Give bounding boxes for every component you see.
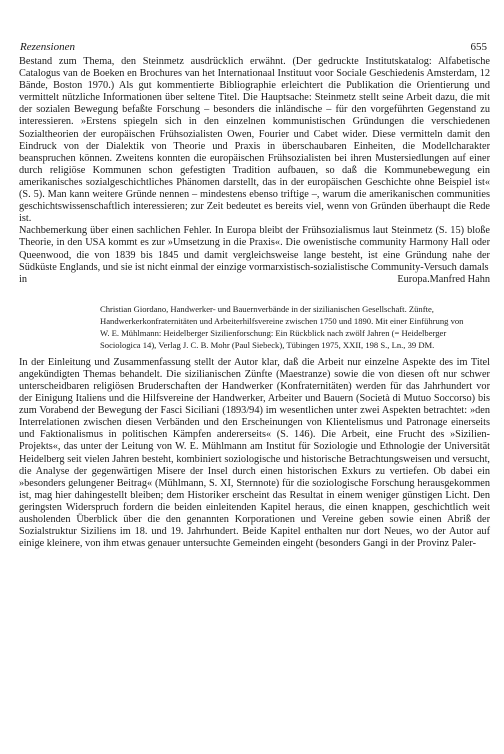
- review-last-line: in Europa.: [19, 273, 430, 285]
- book-citation: Christian Giordano, Handwerker- und Bauernverbände in der sizilianischen Gesellschaft. Zünfte, Handwerkerkonfraternitäten und Arbeiterhilfsvereine zwischen 1750 und 1890. Mit einer Einführung von W. E. Mühlmann: Heidelberger Sizilienforschung: Ein Rückblick nach zwölf Jahren (= Heidelberger Sociologica 14), Verlag J. C. B. Mohr (Paul Siebeck), Tübingen 1975, XXII, 198 S., Ln., 39 DM.: [100, 303, 464, 350]
- page-number: 655: [470, 41, 487, 53]
- review-paragraph: In der Einleitung und Zusammenfassung stellt der Autor klar, daß die Arbeit nur einzelne Aspekte des im Titel angekündigten Themas behandelt. Die sizilianischen Zünfte (Maestranze) sowie die von diesen oft nur schwer unterscheidbaren religiösen Bruderschaften der Handwerker (Konfraternitäten) werden für das Jahrhundert vor der Einigung Italiens und die Hilfsvereine der Handwerker, Arbeiter und Bauern (Società di Mutuo Soccorso) bis zum Vorabend der Bewegung der Fasci Siciliani (1893/94) im wesentlichen unter zwei Aspekten betrachtet: »den Interrelationen zwischen diesen Verbänden und den Erscheinungen von Klientelismus und Patronage einerseits und Faktionalismus in politischen Kämpfen andererseits« (S. 146). Die Arbeit, eine Frucht des »Sizilien-Projekts«, das unter der Leitung von W. E. Mühlmann am Institut für Soziologie und Ethnologie der Universität Heidelberg seit vielen Jahren besteht, kombiniert soziologische und historische Betrachtungsweisen und versucht, die Analyse der gegenwärtigen Misere der Insel durch einen historischen Exkurs zu vertiefen. Ob dabei ein »besonders gelungener Beitrag« (Mühlmann, S. XI, Sternnote) für die soziologische Forschung herausgekommen ist, mag hier dahingestellt bleiben; dem Historiker erscheint das Resultat in einem weniger günstigen Licht. Den geringsten Widerspruch fordern die beiden einleitenden Kapitel heraus, die einen knappen, geschichtlich weit ausholenden Überblick über die den genannten Korporationen und Vereine geben sowie einen Abriß der Sozialstruktur Siziliens im 18. und 19. Jahrhundert. Beide Kapitel enthalten nur dort Neues, wo der Autor auf einige kleinere, von ihm etwas genauer untersuchte Gemeinden eingeht (besonders Gangi in der Provinz Paler-: [19, 356, 490, 550]
- reviewer-name: Manfred Hahn: [429, 273, 490, 285]
- section-title: Rezensionen: [20, 41, 75, 53]
- running-header: [19, 0, 490, 56]
- review-signoff-line: [19, 274, 490, 286]
- document-page: [19, 0, 490, 550]
- review-giordano: [19, 357, 490, 551]
- review-paragraph: Nachbemerkung über einen sachlichen Fehler. In Europa bleibt der Frühsozialismus laut Steinmetz (S. 15) bloße Theorie, in den USA kommt es zur »Umsetzung in die Praxis«. Die owenistische community Harmony Hall oder Queenwood, die von 1839 bis 1845 und damit vergleichsweise lange besteht, ist eine Gründung nahe der Südküste Englands, und sie ist nicht einmal der einzige vormarxistisch-sozialistische Community-Versuch damals: [19, 225, 490, 273]
- review-hahn: [19, 56, 490, 286]
- review-paragraph: Bestand zum Thema, den Steinmetz ausdrücklich erwähnt. (Der gedruckte Institutskatalog: Alfabetische Catalogus van de Boeken en Brochures van het Internationaal Instituut voor Sociale Geschiedenis Amsterdam, 12 Bände, Boston 1970.) Als gut kommentierte Bibliographie erleichtert die Publikation die Orientierung und vermittelt nützliche Informationen über seltene Titel. Die Hauptsache: Steinmetz stellt seine Arbeit dazu, die mit der sozialen Bewegung befaßte Forschung – besonders die inländische – für den vorgeführten Gegenstand zu interessieren. »Erstens spiegeln sich in den einzelnen kommunistischen Gründungen die verschiedenen Sozialtheorien der europäischen Frühsozialisten Owen, Fourier und Cabet wider. Diese vermitteln damit den Eindruck von der Dialektik von Theorie und Praxis in überschaubaren Einheiten, die Modellcharakter beanspruchen können. Zweitens konnten die europäischen Frühsozialisten bei ihren Mustersiedlungen auf einer durch religiöse Kommunen schon gefestigten Tradition aufbauen, so daß die Kommunebewegung ein amerikanisches sozialgeschichtliches Phänomen darstellt, das in der europäischen Geschichte ohne Beispiel ist« (S. 5). Man kann weitere Gründe nennen – mindestens ebenso triftige –, warum die amerikanischen communities geschichtswissenschaftlich interessieren; zur Zeit bedeutet es bereits viel, wenn von Gründen überhaupt die Rede ist.: [19, 56, 490, 225]
